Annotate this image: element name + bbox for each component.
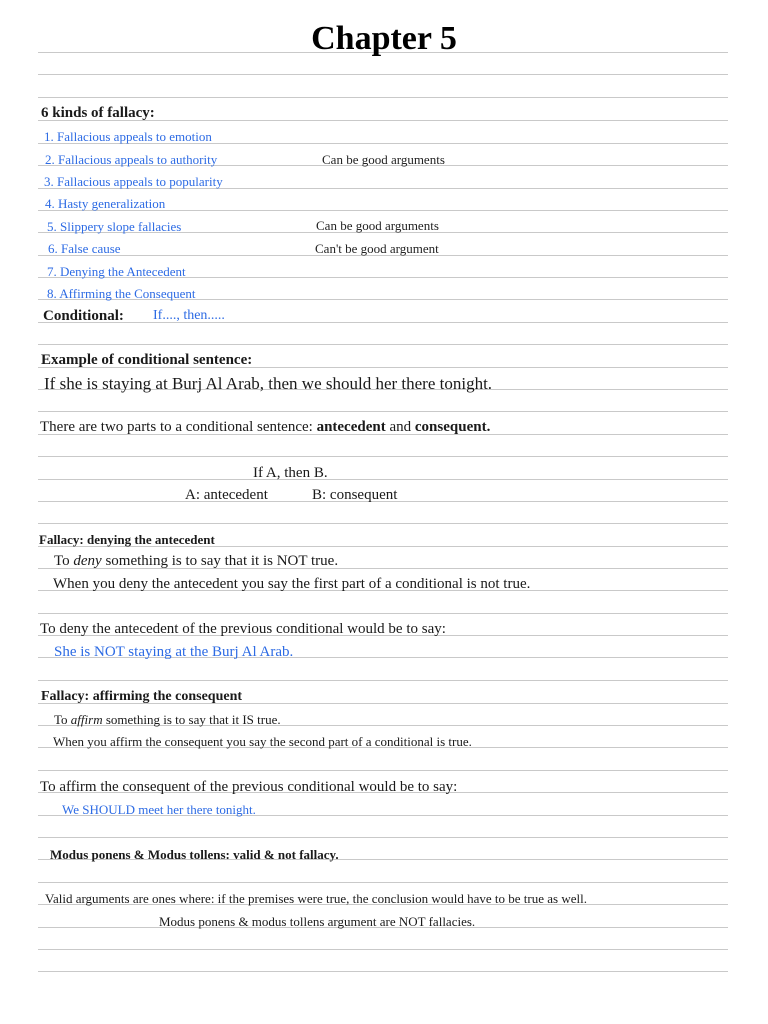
rule-line [38, 882, 728, 883]
formula-b: B: consequent [312, 487, 398, 503]
rule-line [38, 479, 728, 480]
fallacy-item: 7. Denying the Antecedent [47, 264, 186, 279]
affirm-answer: We SHOULD meet her there tonight. [62, 802, 256, 817]
deny-answer: She is NOT staying at the Burj Al Arab. [54, 644, 294, 660]
fallacy-item: 6. False cause [48, 241, 121, 256]
rule-line [38, 613, 728, 614]
rule-line [38, 523, 728, 524]
rule-line [38, 411, 728, 412]
antecedent-term: antecedent [316, 419, 386, 435]
fallacy-note: Can be good arguments [322, 152, 445, 167]
parts-prefix: There are two parts to a conditional sentence: [40, 419, 317, 435]
deny-definition [54, 554, 338, 569]
rule-line [38, 322, 728, 323]
fallacy-item: 8. Affirming the Consequent [47, 286, 196, 301]
deny-explanation: When you deny the antecedent you say the first part of a conditional is not true. [53, 576, 531, 592]
fallacy-note: Can be good arguments [316, 218, 439, 233]
rule-line [38, 770, 728, 771]
deny-def-em: deny [73, 553, 102, 569]
rule-line [38, 837, 728, 838]
conditional-value: If...., then..... [153, 308, 225, 323]
conditional-parts-text [40, 420, 490, 435]
fallacy-item: 1. Fallacious appeals to emotion [44, 129, 212, 144]
deny-def-post: something is to say that it is NOT true. [101, 553, 339, 569]
affirm-definition [54, 713, 281, 726]
fallacy-item: 2. Fallacious appeals to authority [45, 152, 218, 167]
affirm-def-em: affirm [70, 712, 103, 727]
example-heading: Example of conditional sentence: [41, 352, 253, 368]
rule-line [38, 680, 728, 681]
fallacy-item: 5. Slippery slope fallacies [47, 219, 182, 234]
affirm-def-post: something is to say that it IS true. [102, 712, 281, 727]
fallacy-note: Can't be good argument [315, 241, 439, 256]
conditional-label: Conditional: [43, 308, 124, 324]
rule-line [38, 456, 728, 457]
fallacy-item: 4. Hasty generalization [45, 196, 166, 211]
denying-heading: Fallacy: denying the antecedent [39, 532, 215, 547]
valid-arguments-text: Valid arguments are ones where: if the premises were true, the conclusion would have to be true as well. [45, 891, 587, 906]
affirming-heading: Fallacy: affirming the consequent [41, 689, 243, 704]
rule-line [38, 97, 728, 98]
fallacy-kinds-heading: 6 kinds of fallacy: [41, 105, 155, 121]
affirm-explanation: When you affirm the consequent you say the second part of a conditional is true. [53, 734, 472, 749]
consequent-term: consequent. [414, 419, 491, 435]
deny-def-pre: To [54, 553, 74, 569]
example-sentence: If she is staying at Burj Al Arab, then we should her there tonight. [44, 374, 493, 393]
formula-line: If A, then B. [253, 465, 328, 481]
formula-a: A: antecedent [185, 487, 268, 503]
rule-line [38, 74, 728, 75]
deny-prompt: To deny the antecedent of the previous conditional would be to say: [40, 621, 446, 637]
affirm-def-pre: To [54, 712, 71, 727]
page-title: Chapter 5 [311, 20, 457, 57]
modus-heading: Modus ponens & Modus tollens: valid & not fallacy. [50, 847, 339, 862]
rule-line [38, 344, 728, 345]
rule-line [38, 971, 728, 972]
parts-and: and [385, 419, 415, 435]
rule-line [38, 949, 728, 950]
affirm-prompt: To affirm the consequent of the previous conditional would be to say: [40, 779, 458, 795]
fallacy-item: 3. Fallacious appeals to popularity [44, 174, 223, 189]
modus-note: Modus ponens & modus tollens argument are NOT fallacies. [159, 914, 476, 929]
